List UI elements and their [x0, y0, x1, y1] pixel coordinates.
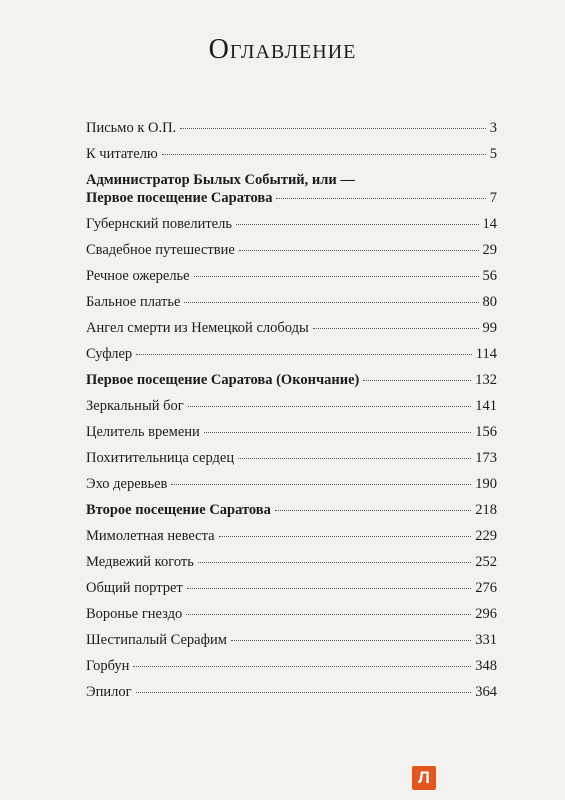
toc-entry-page: 29	[482, 242, 497, 258]
dot-leader	[239, 250, 479, 251]
toc-entry[interactable]	[86, 145, 497, 163]
toc-entry-title: Воронье гнездо	[86, 606, 183, 622]
dot-leader	[219, 536, 472, 537]
toc-entry[interactable]	[86, 319, 497, 337]
toc-entry[interactable]	[86, 119, 497, 137]
dot-leader	[162, 154, 486, 155]
dot-leader	[238, 458, 471, 459]
toc-entry[interactable]	[86, 293, 497, 311]
toc-entry[interactable]	[86, 449, 497, 467]
toc-entry-title: Зеркальный бог	[86, 398, 184, 414]
dot-leader	[136, 692, 472, 693]
toc-entry-title: Свадебное путешествие	[86, 242, 235, 258]
toc-entry-title: Второе посещение Саратова	[86, 502, 271, 518]
toc-entry-title: Похитительница сердец	[86, 450, 235, 466]
toc-entry[interactable]	[86, 605, 497, 623]
dot-leader	[363, 380, 471, 381]
toc-entry-title: Горбун	[86, 658, 130, 674]
toc-entry-title: Эхо деревьев	[86, 476, 168, 492]
toc-entry-page: 296	[475, 606, 497, 622]
toc-entry-page: 141	[475, 398, 497, 414]
toc-entry-title: Эпилог	[86, 684, 132, 700]
toc-entry-title: Бальное платье	[86, 294, 181, 310]
toc-entry[interactable]	[86, 631, 497, 649]
toc-entry-title: Ангел смерти из Немецкой слободы	[86, 320, 309, 336]
dot-leader	[313, 328, 479, 329]
dot-leader	[171, 484, 471, 485]
toc-entry-title: Мимолетная невеста	[86, 528, 215, 544]
toc-entry-title: К читателю	[86, 146, 158, 162]
toc-entry[interactable]	[86, 501, 497, 519]
toc-entry-page: 3	[489, 120, 497, 136]
toc-entry-title: Шестипалый Серафим	[86, 632, 227, 648]
dot-leader	[236, 224, 479, 225]
toc-entry[interactable]	[86, 171, 497, 207]
toc-entry[interactable]	[86, 397, 497, 415]
toc-entry-title: Медвежий коготь	[86, 554, 194, 570]
toc-entry[interactable]	[86, 345, 497, 363]
toc-entry[interactable]	[86, 553, 497, 571]
toc-entry-page: 364	[475, 684, 497, 700]
toc-entry-page: 99	[482, 320, 497, 336]
toc-entry-page: 190	[475, 476, 497, 492]
toc-entry[interactable]	[86, 371, 497, 389]
dot-leader	[276, 198, 485, 199]
toc-entry-page: 132	[475, 372, 497, 388]
toc-entry-title: Первое посещение Саратова	[86, 190, 273, 206]
dot-leader	[133, 666, 471, 667]
dot-leader	[194, 276, 479, 277]
toc-entry[interactable]	[86, 215, 497, 233]
toc-entry-title: Речное ожерелье	[86, 268, 190, 284]
toc-entry-page: 276	[475, 580, 497, 596]
toc-entry-page: 7	[489, 190, 497, 206]
toc-entry[interactable]	[86, 423, 497, 441]
toc-entry[interactable]	[86, 657, 497, 675]
dot-leader	[231, 640, 471, 641]
toc-entry-page: 229	[475, 528, 497, 544]
toc-entry-title: Общий портрет	[86, 580, 183, 596]
dot-leader	[186, 614, 471, 615]
toc-entry-title: Суфлер	[86, 346, 133, 362]
dot-leader	[198, 562, 471, 563]
toc-entry-title: Целитель времени	[86, 424, 200, 440]
dot-leader	[187, 588, 471, 589]
toc-entry-page: 80	[482, 294, 497, 310]
toc-entry-title: Письмо к О.П.	[86, 120, 177, 136]
dot-leader	[188, 406, 472, 407]
dot-leader	[204, 432, 471, 433]
table-of-contents	[86, 119, 497, 709]
toc-entry-page: 348	[475, 658, 497, 674]
toc-entry-page: 56	[482, 268, 497, 284]
toc-entry-page: 14	[482, 216, 497, 232]
dot-leader	[136, 354, 472, 355]
toc-entry-page: 114	[475, 346, 497, 362]
dot-leader	[275, 510, 471, 511]
toc-entry-page: 173	[475, 450, 497, 466]
toc-entry-page: 331	[475, 632, 497, 648]
toc-entry[interactable]	[86, 683, 497, 701]
toc-entry-page: 218	[475, 502, 497, 518]
toc-entry[interactable]	[86, 579, 497, 597]
dot-leader	[180, 128, 486, 129]
toc-entry-title: Первое посещение Саратова (Окончание)	[86, 372, 360, 388]
publisher-logo-letter: Л	[418, 768, 430, 787]
toc-entry[interactable]	[86, 527, 497, 545]
toc-entry-page: 5	[489, 146, 497, 162]
toc-entry[interactable]	[86, 267, 497, 285]
toc-entry-title-line1: Администратор Былых Событий, или —	[86, 172, 355, 188]
toc-entry-page: 156	[475, 424, 497, 440]
toc-entry-page: 252	[475, 554, 497, 570]
dot-leader	[184, 302, 478, 303]
toc-entry[interactable]	[86, 241, 497, 259]
publisher-logo-icon	[412, 766, 436, 790]
toc-entry-title: Губернский повелитель	[86, 216, 232, 232]
page-title: Оглавление	[208, 34, 357, 65]
toc-entry[interactable]	[86, 475, 497, 493]
